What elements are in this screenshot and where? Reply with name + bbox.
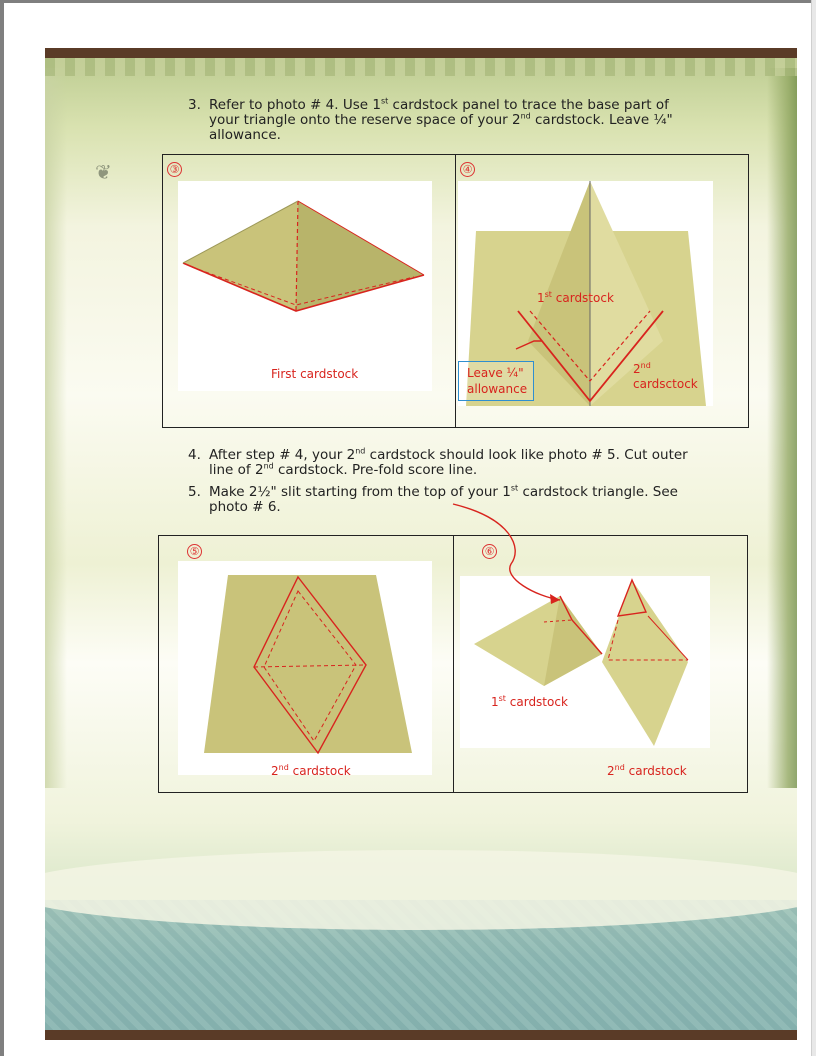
viewer-edge-left — [0, 0, 4, 1056]
photo-4-caption-second: 2nd cardsctock — [633, 361, 698, 391]
photo-number-6: ⑥ — [482, 544, 497, 559]
document-page — [45, 48, 797, 1040]
photo-6-caption-second: 2nd cardstock — [607, 763, 687, 778]
step-number: 3. — [188, 97, 201, 113]
photo-3-caption: First cardstock — [271, 367, 359, 381]
step-3-text: 3. Refer to photo # 4. Use 1st cardstock panel to trace the base part of your triangle onto the reserve space of your 2nd cardstock. Leave ¼" allowance. — [188, 96, 673, 143]
photo-number-4: ④ — [460, 162, 475, 177]
step-number: 4. — [188, 447, 201, 463]
photo-number-3: ③ — [167, 162, 182, 177]
photo-number-5: ⑤ — [187, 544, 202, 559]
step-number: 5. — [188, 484, 201, 500]
photo-6-caption-first: 1st cardstock — [491, 694, 568, 709]
allowance-note-line1: Leave ¼" — [467, 366, 524, 380]
allowance-note-line2: allowance — [467, 382, 528, 396]
viewer-edge-top — [0, 0, 816, 3]
photo-5-caption: 2nd cardstock — [271, 763, 351, 778]
fleur-ornament-icon: ❦ — [95, 160, 112, 184]
annotation-arrow-icon — [45, 48, 797, 1040]
step-4-text: 4. After step # 4, your 2nd cardstock should look like photo # 5. Cut outer line of 2nd cardstock. Pre-fold score line. — [188, 446, 688, 478]
photo-4-caption-first: 1st cardstock — [537, 290, 614, 305]
viewer-scrollbar[interactable] — [811, 0, 816, 1056]
step-5-text: 5. Make 2½" slit starting from the top of your 1st cardstock triangle. See photo # 6. — [188, 483, 678, 515]
